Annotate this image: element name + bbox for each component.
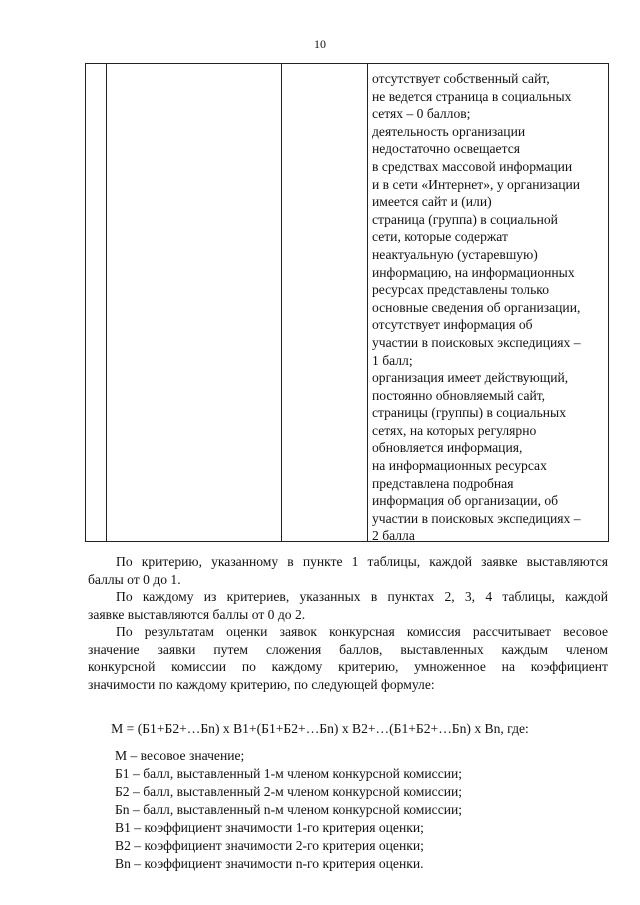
- cell-line: информацию, на информационных: [372, 264, 575, 280]
- table-column-divider: [281, 64, 282, 541]
- cell-line: не ведется страница в социальных: [372, 88, 572, 104]
- cell-line: постоянно обновляемый сайт,: [372, 387, 546, 403]
- table-column-divider: [367, 64, 368, 541]
- cell-line: представлена подробная: [372, 475, 514, 491]
- paragraph-criterion-1: [88, 553, 608, 588]
- paragraph-weight-calculation: [88, 623, 608, 693]
- criteria-table: [85, 63, 609, 542]
- cell-line: сети, которые содержат: [372, 229, 508, 245]
- cell-line: организация имеет действующий,: [372, 370, 569, 386]
- paragraph-line: По каждому из критериев, указанных в пунктах 2, 3, 4 таблицы, каждой: [116, 589, 608, 604]
- paragraph-line: По результатам оценки заявок конкурсная комиссия рассчитывает весовое: [116, 624, 608, 639]
- table-cell-scoring-description: [372, 70, 606, 545]
- paragraph-line: По критерию, указанному в пункте 1 таблицы, каждой заявке выставляются: [116, 554, 608, 569]
- cell-line: 1 балл;: [372, 352, 413, 368]
- cell-line: страницы (группы) в социальных: [372, 405, 566, 421]
- cell-line: 2 балла: [372, 528, 415, 544]
- cell-line: на информационных ресурсах: [372, 458, 547, 474]
- page-number: 10: [314, 37, 326, 51]
- legend-item: Б2 – балл, выставленный 2-м членом конкурсной комиссии;: [115, 784, 463, 799]
- legend-item: Bn – коэффициент значимости n-го критерия оценки.: [115, 856, 424, 871]
- paragraph-line: баллы от 0 до 1.: [88, 571, 181, 587]
- cell-line: деятельность организации: [372, 123, 526, 139]
- cell-line: страница (группа) в социальной: [372, 211, 558, 227]
- cell-line: неактуальную (устаревшую): [372, 246, 538, 262]
- weight-formula: M = (Б1+Б2+…Бn) x B1+(Б1+Б2+…Бn) x B2+…(Б1+Б2+…Бn) x Bn, где:: [111, 721, 529, 736]
- legend-item: Б1 – балл, выставленный 1-м членом конкурсной комиссии;: [115, 766, 463, 781]
- cell-line: участии в поисковых экспедициях –: [372, 510, 581, 526]
- cell-line: недостаточно освещается: [372, 141, 520, 157]
- cell-line: и в сети «Интернет», у организации: [372, 176, 581, 192]
- cell-line: обновляется информация,: [372, 440, 523, 456]
- table-column-divider: [106, 64, 107, 541]
- cell-line: сетях – 0 баллов;: [372, 106, 471, 122]
- formula-legend: [115, 747, 462, 873]
- cell-line: в средствах массовой информации: [372, 158, 573, 174]
- legend-item: M – весовое значение;: [115, 748, 245, 763]
- paragraph-line: конкурсной комиссии по каждому критерию, умноженное на коэффициент: [88, 659, 608, 675]
- legend-item: Бn – балл, выставленный n-м членом конкурсной комиссии;: [115, 802, 463, 817]
- legend-item: B1 – коэффициент значимости 1-го критерия оценки;: [115, 820, 424, 835]
- legend-item: B2 – коэффициент значимости 2-го критерия оценки;: [115, 838, 424, 853]
- cell-line: участии в поисковых экспедициях –: [372, 334, 581, 350]
- paragraph-line: значимости по каждому критерию, по следующей формуле:: [88, 676, 435, 692]
- cell-line: основные сведения об организации,: [372, 299, 581, 315]
- cell-line: сетях, на которых регулярно: [372, 422, 537, 438]
- cell-line: отсутствует собственный сайт,: [372, 71, 550, 86]
- paragraph-line: заявке выставляются баллы от 0 до 2.: [88, 606, 306, 622]
- cell-line: отсутствует информация об: [372, 317, 533, 333]
- cell-line: имеется сайт и (или): [372, 194, 492, 210]
- cell-line: ресурсах представлены только: [372, 282, 549, 298]
- paragraph-criteria-2-4: [88, 588, 608, 623]
- paragraph-line: значение заявки путем сложения баллов, выставленных каждым членом: [88, 641, 608, 657]
- cell-line: информация об организации, об: [372, 493, 559, 509]
